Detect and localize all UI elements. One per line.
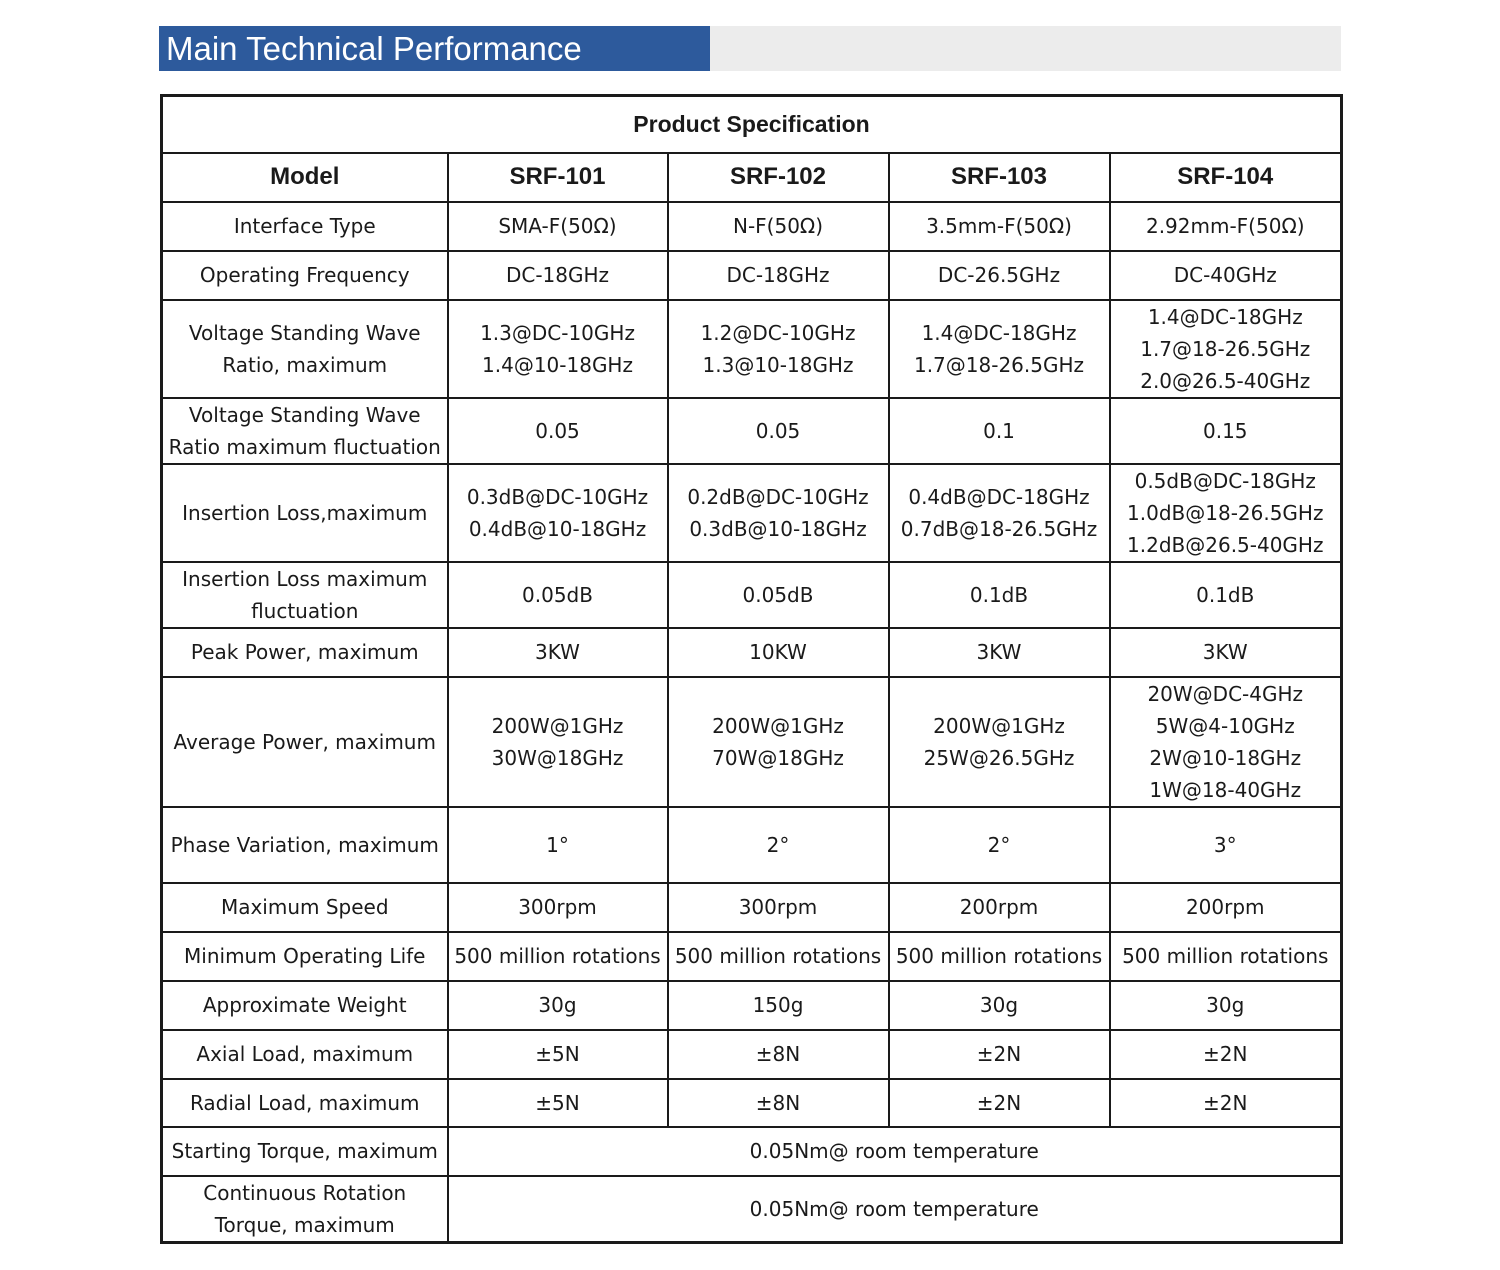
table-cell [889,1030,1110,1079]
row-label-line: Insertion Loss,maximum [182,500,428,525]
table-row [162,628,1342,677]
cell-value-line: ±5N [535,1042,580,1066]
cell-value-line: 2° [987,832,1011,857]
table-cell [668,464,889,562]
table-cell [889,807,1110,883]
table-cell [448,1127,1342,1176]
cell-value-line: 3.5mm-F(50Ω) [926,214,1072,238]
table-cell [448,932,668,981]
row-label-line: Voltage Standing Wave [188,320,421,345]
table-cell [889,300,1110,398]
cell-value-line: 0.05 [535,418,580,443]
cell-value-line: 150g [752,993,804,1017]
table-cell [448,1030,668,1079]
cell-value-line: 0.05Nm@ room temperature [749,1139,1039,1163]
row-label-line: Axial Load, maximum [196,1042,414,1066]
table-row [162,677,1342,807]
row-label [162,300,448,398]
cell-value-line: DC-26.5GHz [937,263,1061,287]
cell-value-line: 3KW [535,640,580,664]
cell-value-line: 1.3@10-18GHz [702,352,854,377]
row-label-line: Insertion Loss maximum [182,566,428,591]
row-label-line: Radial Load, maximum [189,1090,420,1115]
table-cell [889,398,1110,464]
table-cell [668,251,889,300]
cell-value-line: ±2N [976,1090,1022,1115]
row-label [162,1079,448,1127]
table-cell [889,464,1110,562]
cell-value-line: 0.05 [755,418,801,443]
cell-value-line: 2.92mm-F(50Ω) [1145,214,1305,238]
row-label [162,807,448,883]
cell-value-line: ±5N [535,1090,580,1115]
cell-value-line: ±8N [755,1042,801,1066]
row-label [162,1127,448,1176]
cell-value-line: 0.4dB@10-18GHz [468,516,647,541]
section-header-bar [159,26,1341,71]
cell-value-line: 1.3@DC-10GHz [480,320,635,345]
cell-value-line: 30g [979,993,1019,1017]
table-cell [668,932,889,981]
table-cell [668,300,889,398]
row-label [162,562,448,628]
cell-value-line: ±2N [1203,1090,1248,1115]
row-label [162,1176,448,1243]
table-cell [1110,562,1342,628]
table-cell [1110,398,1342,464]
table-row [162,807,1342,883]
cell-value-line: 0.15 [1202,418,1248,443]
cell-value-line: DC-18GHz [726,263,830,287]
table-cell [448,981,668,1030]
cell-value-line: 2W@10-18GHz [1149,745,1302,770]
table-cell [668,1079,889,1127]
cell-value-line: 1.4@DC-18GHz [1147,304,1303,329]
table-cell [668,883,889,932]
row-label [162,202,448,251]
cell-value-line: ±2N [976,1042,1022,1066]
table-row [162,1176,1342,1243]
cell-value-line: ±2N [1203,1042,1248,1066]
cell-value-line: 500 million rotations [1122,944,1329,968]
table-row [162,1127,1342,1176]
cell-value-line: 200rpm [959,895,1039,919]
table-cell [668,807,889,883]
table-body [162,202,1342,1243]
cell-value-line: 0.2dB@DC-10GHz [687,484,869,509]
cell-value-line: 0.05dB [522,582,593,607]
table-cell [889,932,1110,981]
table-cell [668,628,889,677]
row-label-line: Minimum Operating Life [184,944,426,968]
column-header-srf-104: SRF-104 [1110,153,1342,202]
row-label-line: Approximate Weight [202,993,407,1017]
row-label-line: Average Power, maximum [173,729,436,754]
cell-value-line: 3KW [976,640,1022,664]
table-row [162,562,1342,628]
table-row [162,932,1342,981]
column-header-srf-101: SRF-101 [448,153,668,202]
cell-value-line: 1.7@18-26.5GHz [1140,336,1311,361]
table-cell [1110,300,1342,398]
table-cell [448,300,668,398]
column-header-srf-102: SRF-102 [668,153,889,202]
row-label [162,1030,448,1079]
row-label-line: Continuous Rotation [203,1180,407,1205]
cell-value-line: 10KW [749,640,807,664]
cell-value-line: 1.4@10-18GHz [482,352,633,377]
row-label [162,464,448,562]
cell-value-line: 1.7@18-26.5GHz [913,352,1085,377]
table-row [162,1030,1342,1079]
cell-value-line: 2° [766,832,790,857]
cell-value-line: 3° [1213,832,1237,857]
table-cell [1110,677,1342,807]
table-caption: Product Specification [162,96,1342,153]
row-label [162,251,448,300]
cell-value-line: 1.0dB@18-26.5GHz [1127,500,1324,525]
table-header-row [162,153,1342,202]
cell-value-line: 300rpm [518,895,597,919]
table-cell [889,1079,1110,1127]
cell-value-line: 5W@4-10GHz [1155,713,1295,738]
table-cell [1110,464,1342,562]
table-row [162,300,1342,398]
row-label [162,628,448,677]
table-cell [448,883,668,932]
cell-value-line: 200W@1GHz [491,713,624,738]
cell-value-line: 1W@18-40GHz [1149,777,1302,802]
row-label-line: Phase Variation, maximum [170,832,439,857]
cell-value-line: 1° [546,832,569,857]
cell-value-line: 0.3dB@DC-10GHz [466,484,649,509]
table-cell [1110,932,1342,981]
table-row [162,883,1342,932]
row-label [162,932,448,981]
table-cell [448,562,668,628]
table-cell [1110,981,1342,1030]
section-title: Main Technical Performance [159,26,710,71]
table-row [162,981,1342,1030]
table-cell [448,464,668,562]
cell-value-line: 0.4dB@DC-18GHz [908,484,1090,509]
row-label-line: Voltage Standing Wave [188,402,421,427]
cell-value-line: 0.7dB@18-26.5GHz [900,516,1098,541]
table-cell [668,1030,889,1079]
table-caption-row [162,96,1342,153]
table-cell [889,981,1110,1030]
cell-value-line: 0.1dB [969,582,1029,607]
cell-value-line: 0.05dB [742,582,814,607]
cell-value-line: 0.1 [983,418,1015,443]
table-cell [1110,251,1342,300]
table-row [162,202,1342,251]
cell-value-line: 0.5dB@DC-18GHz [1134,468,1316,493]
table-cell [668,202,889,251]
table-cell [668,981,889,1030]
cell-value-line: 0.3dB@10-18GHz [689,516,867,541]
row-label-line: Ratio, maximum [222,352,388,377]
cell-value-line: 500 million rotations [895,944,1103,968]
row-label-line: fluctuation [251,598,359,623]
cell-value-line: 0.1dB [1196,582,1255,607]
table-cell [668,398,889,464]
table-cell [889,883,1110,932]
cell-value-line: N-F(50Ω) [732,214,824,238]
row-label-line: Maximum Speed [220,895,389,919]
cell-value-line: 1.4@DC-18GHz [921,320,1077,345]
cell-value-line: 300rpm [738,895,818,919]
cell-value-line: 200W@1GHz [933,713,1065,738]
table-cell [1110,628,1342,677]
table-cell [448,628,668,677]
table-cell [889,202,1110,251]
cell-value-line: 1.2dB@26.5-40GHz [1127,532,1324,557]
table-cell [448,1176,1342,1243]
cell-value-line: 2.0@26.5-40GHz [1140,368,1311,393]
table-cell [889,677,1110,807]
cell-value-line: 70W@18GHz [712,745,844,770]
cell-value-line: DC-18GHz [505,263,610,287]
cell-value-line: DC-40GHz [1173,263,1277,287]
row-label [162,981,448,1030]
row-label [162,883,448,932]
table-cell [668,677,889,807]
row-label [162,677,448,807]
row-label-line: Ratio maximum fluctuation [168,434,441,459]
cell-value-line: 0.05Nm@ room temperature [749,1196,1039,1221]
cell-value-line: 3KW [1202,640,1248,664]
cell-value-line: SMA-F(50Ω) [498,214,617,238]
table-cell [1110,807,1342,883]
table-cell [1110,1030,1342,1079]
cell-value-line: 500 million rotations [454,944,661,968]
cell-value-line: 200W@1GHz [712,713,844,738]
cell-value-line: 500 million rotations [674,944,882,968]
row-label [162,398,448,464]
table-cell [448,677,668,807]
table-row [162,1079,1342,1127]
cell-value-line: 25W@26.5GHz [923,745,1075,770]
table-row [162,464,1342,562]
table-cell [448,807,668,883]
table-row [162,251,1342,300]
product-specification-table [160,94,1343,1244]
table-cell [448,398,668,464]
column-header-srf-103: SRF-103 [889,153,1110,202]
table-cell [1110,202,1342,251]
cell-value-line: 30W@18GHz [491,745,624,770]
cell-value-line: 200rpm [1185,895,1265,919]
cell-value-line: ±8N [755,1090,801,1115]
cell-value-line: 20W@DC-4GHz [1147,681,1304,706]
table-cell [448,1079,668,1127]
table-cell [668,562,889,628]
row-label-line: Torque, maximum [214,1212,395,1237]
table-cell [889,562,1110,628]
cell-value-line: 1.2@DC-10GHz [700,320,856,345]
cell-value-line: 30g [538,993,577,1017]
column-header-model: Model [162,153,448,202]
table-row [162,398,1342,464]
table-cell [1110,883,1342,932]
table-cell [448,202,668,251]
row-label-line: Operating Frequency [199,263,410,287]
table-cell [889,628,1110,677]
row-label-line: Starting Torque, maximum [171,1139,438,1163]
cell-value-line: 30g [1206,993,1245,1017]
row-label-line: Peak Power, maximum [190,640,419,664]
table-cell [889,251,1110,300]
table-cell [448,251,668,300]
row-label-line: Interface Type [233,214,376,238]
table-cell [1110,1079,1342,1127]
